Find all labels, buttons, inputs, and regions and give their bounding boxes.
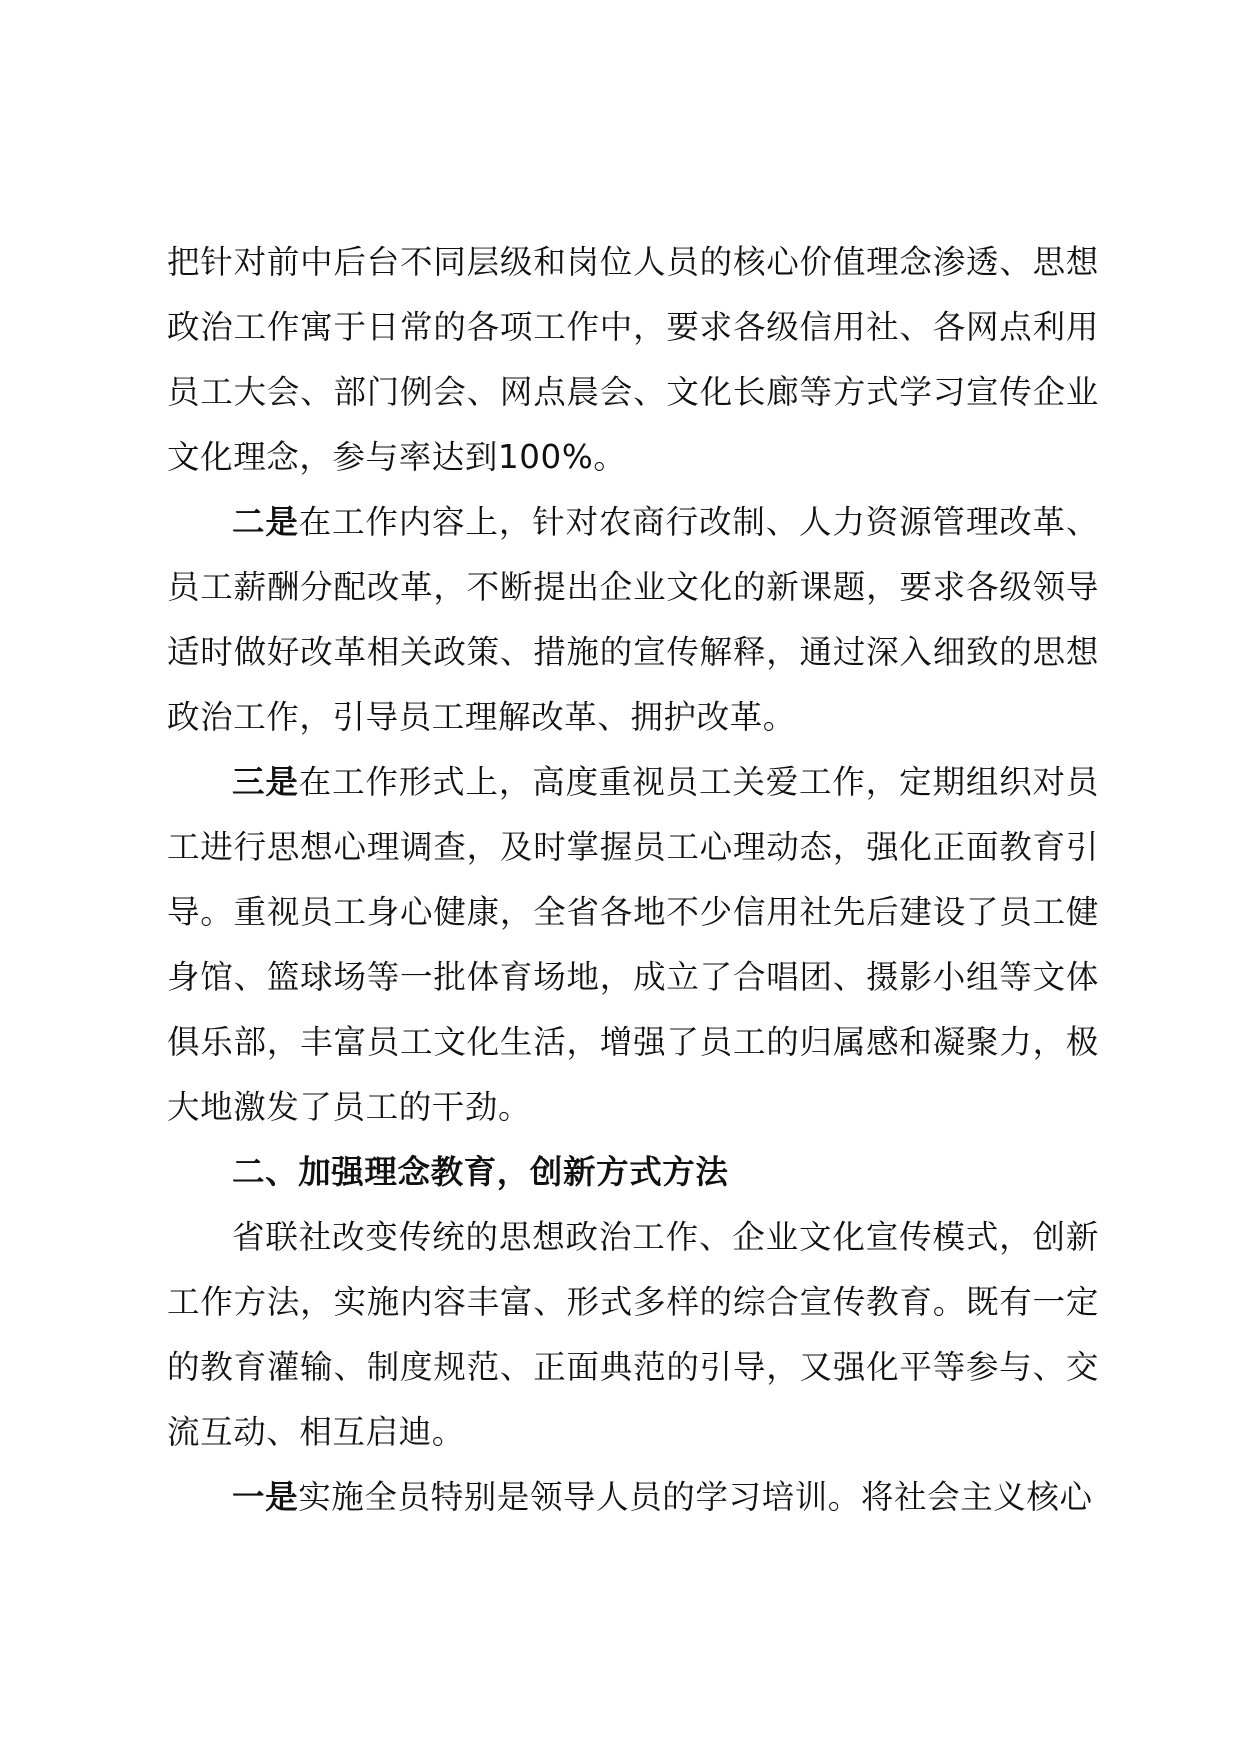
paragraph-section-intro: [167, 1205, 1099, 1465]
section-heading: 二、加强理念教育，创新方式方法: [232, 1153, 729, 1191]
paragraph-text: 实施全员特别是领导人员的学习培训。将社会主义核心: [298, 1478, 1093, 1516]
paragraph-lead: 三是: [232, 763, 299, 801]
document-page: [167, 230, 1099, 1530]
paragraph-item-three: [167, 750, 1099, 1140]
paragraph-continuation: [167, 230, 1099, 490]
paragraph-item-one: [167, 1465, 1099, 1530]
paragraph-item-two: [167, 490, 1099, 750]
paragraph-text: 把针对前中后台不同层级和岗位人员的核心价值理念渗透、思想政治工作寓于日常的各项工作中，要求各级信用社、各网点利用员工大会、部门例会、网点晨会、文化长廊等方式学习宣传企业文化理念，参与率达到100%。: [167, 243, 1099, 476]
paragraph-text: 省联社改变传统的思想政治工作、企业文化宣传模式，创新工作方法，实施内容丰富、形式多样的综合宣传教育。既有一定的教育灌输、制度规范、正面典范的引导，又强化平等参与、交流互动、相互启迪。: [167, 1218, 1099, 1451]
paragraph-text: 在工作形式上，高度重视员工关爱工作，定期组织对员工进行思想心理调查，及时掌握员工心理动态，强化正面教育引导。重视员工身心健康，全省各地不少信用社先后建设了员工健身馆、篮球场等一批体育场地，成立了合唱团、摄影小组等文体俱乐部，丰富员工文化生活，增强了员工的归属感和凝聚力，极大地激发了员工的干劲。: [167, 763, 1099, 1126]
paragraph-lead: 二是: [232, 503, 299, 541]
paragraph-text: 在工作内容上，针对农商行改制、人力资源管理改革、员工薪酬分配改革，不断提出企业文化的新课题，要求各级领导适时做好改革相关政策、措施的宣传解释，通过深入细致的思想政治工作，引导员工理解改革、拥护改革。: [167, 503, 1099, 736]
paragraph-lead: 一是: [232, 1478, 299, 1516]
